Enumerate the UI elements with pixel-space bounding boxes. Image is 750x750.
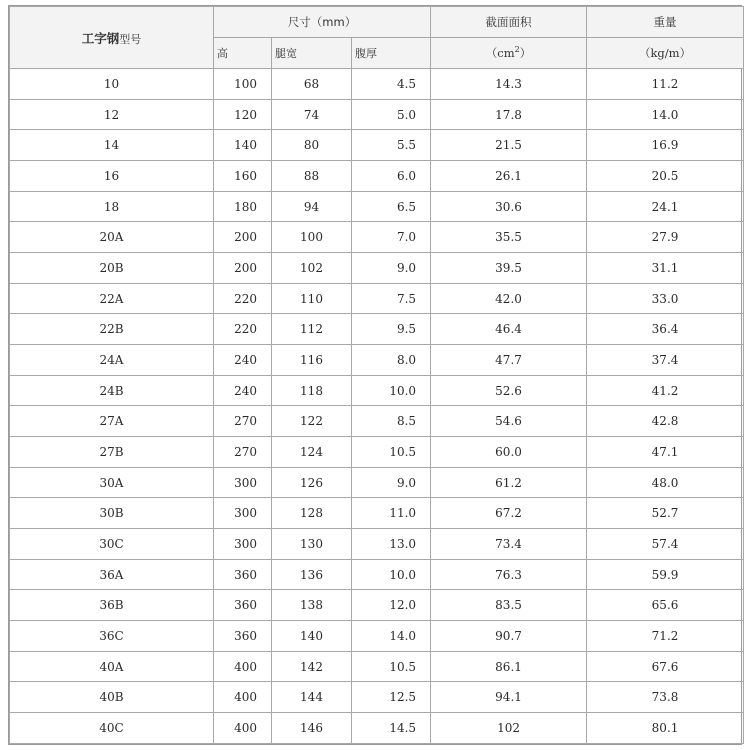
model-cell: 20B	[10, 253, 214, 284]
flange-width-cell: 112	[272, 314, 352, 345]
height-cell: 300	[214, 467, 272, 498]
model-cell: 16	[10, 161, 214, 192]
height-cell: 240	[214, 375, 272, 406]
flange-width-cell: 80	[272, 130, 352, 161]
web-thickness-cell: 5.5	[352, 130, 431, 161]
weight-cell: 67.6	[587, 651, 744, 682]
weight-cell: 16.9	[587, 130, 744, 161]
flange-width-cell: 94	[272, 191, 352, 222]
model-cell: 20A	[10, 222, 214, 253]
area-unit-suffix: ）	[519, 46, 532, 60]
model-cell: 30B	[10, 498, 214, 529]
weight-cell: 20.5	[587, 161, 744, 192]
flange-width-cell: 118	[272, 375, 352, 406]
web-thickness-column-header: 腹厚	[352, 38, 431, 69]
flange-width-cell: 126	[272, 467, 352, 498]
height-cell: 360	[214, 621, 272, 652]
flange-width-cell: 130	[272, 529, 352, 560]
model-column-header	[10, 7, 214, 69]
size-group-header: 尺寸（mm）	[214, 7, 431, 38]
table-row	[10, 529, 744, 560]
web-thickness-cell: 10.5	[352, 437, 431, 468]
web-thickness-cell: 4.5	[352, 69, 431, 100]
weight-cell: 41.2	[587, 375, 744, 406]
height-cell: 270	[214, 406, 272, 437]
table-row	[10, 437, 744, 468]
header-row-1	[10, 7, 744, 38]
web-thickness-cell: 12.0	[352, 590, 431, 621]
area-cell: 52.6	[431, 375, 587, 406]
web-thickness-cell: 8.0	[352, 345, 431, 376]
flange-width-column-header: 腿宽	[272, 38, 352, 69]
web-thickness-cell: 13.0	[352, 529, 431, 560]
weight-cell: 71.2	[587, 621, 744, 652]
model-cell: 24A	[10, 345, 214, 376]
flange-width-cell: 138	[272, 590, 352, 621]
web-thickness-cell: 8.5	[352, 406, 431, 437]
model-cell: 18	[10, 191, 214, 222]
area-cell: 14.3	[431, 69, 587, 100]
model-cell: 12	[10, 99, 214, 130]
height-cell: 140	[214, 130, 272, 161]
table-row	[10, 253, 744, 284]
flange-width-cell: 140	[272, 621, 352, 652]
web-thickness-cell: 7.5	[352, 283, 431, 314]
weight-cell: 65.6	[587, 590, 744, 621]
table-row	[10, 621, 744, 652]
flange-width-cell: 146	[272, 713, 352, 744]
table-row	[10, 161, 744, 192]
web-thickness-cell: 11.0	[352, 498, 431, 529]
table-row	[10, 713, 744, 744]
area-unit-prefix: （cm	[485, 46, 515, 60]
i-beam-spec-table	[9, 6, 744, 744]
web-thickness-cell: 9.0	[352, 253, 431, 284]
table-row	[10, 283, 744, 314]
web-thickness-cell: 10.0	[352, 559, 431, 590]
weight-cell: 80.1	[587, 713, 744, 744]
height-cell: 300	[214, 498, 272, 529]
height-cell: 220	[214, 283, 272, 314]
flange-width-cell: 88	[272, 161, 352, 192]
weight-unit: （kg/m）	[587, 38, 744, 69]
height-cell: 360	[214, 559, 272, 590]
height-cell: 120	[214, 99, 272, 130]
web-thickness-cell: 12.5	[352, 682, 431, 713]
weight-cell: 73.8	[587, 682, 744, 713]
table-row	[10, 651, 744, 682]
area-cell: 61.2	[431, 467, 587, 498]
table-body	[10, 69, 744, 744]
model-cell: 40C	[10, 713, 214, 744]
area-unit	[431, 38, 587, 69]
table-row	[10, 682, 744, 713]
flange-width-cell: 142	[272, 651, 352, 682]
table-row	[10, 314, 744, 345]
area-cell: 102	[431, 713, 587, 744]
weight-cell: 11.2	[587, 69, 744, 100]
weight-cell: 31.1	[587, 253, 744, 284]
area-cell: 76.3	[431, 559, 587, 590]
weight-cell: 24.1	[587, 191, 744, 222]
height-cell: 220	[214, 314, 272, 345]
table-row	[10, 69, 744, 100]
web-thickness-cell: 6.5	[352, 191, 431, 222]
web-thickness-cell: 14.5	[352, 713, 431, 744]
model-cell: 14	[10, 130, 214, 161]
model-cell: 40B	[10, 682, 214, 713]
table-row	[10, 590, 744, 621]
height-cell: 200	[214, 253, 272, 284]
table-row	[10, 375, 744, 406]
model-cell: 24B	[10, 375, 214, 406]
model-cell: 27A	[10, 406, 214, 437]
table-row	[10, 559, 744, 590]
table-row	[10, 345, 744, 376]
height-cell: 400	[214, 682, 272, 713]
web-thickness-cell: 10.5	[352, 651, 431, 682]
weight-cell: 14.0	[587, 99, 744, 130]
area-column-header: 截面面积	[431, 7, 587, 38]
model-cell: 36C	[10, 621, 214, 652]
steel-spec-table-container	[8, 5, 742, 745]
flange-width-cell: 128	[272, 498, 352, 529]
area-cell: 21.5	[431, 130, 587, 161]
height-cell: 160	[214, 161, 272, 192]
model-cell: 22B	[10, 314, 214, 345]
flange-width-cell: 124	[272, 437, 352, 468]
weight-cell: 57.4	[587, 529, 744, 560]
flange-width-cell: 110	[272, 283, 352, 314]
area-cell: 94.1	[431, 682, 587, 713]
flange-width-cell: 144	[272, 682, 352, 713]
model-cell: 36A	[10, 559, 214, 590]
web-thickness-cell: 5.0	[352, 99, 431, 130]
model-cell: 22A	[10, 283, 214, 314]
model-cell: 30C	[10, 529, 214, 560]
weight-cell: 48.0	[587, 467, 744, 498]
area-cell: 90.7	[431, 621, 587, 652]
table-row	[10, 498, 744, 529]
weight-column-header: 重量	[587, 7, 744, 38]
table-row	[10, 191, 744, 222]
area-cell: 83.5	[431, 590, 587, 621]
area-cell: 73.4	[431, 529, 587, 560]
table-row	[10, 222, 744, 253]
area-cell: 42.0	[431, 283, 587, 314]
web-thickness-cell: 9.0	[352, 467, 431, 498]
height-cell: 240	[214, 345, 272, 376]
height-cell: 180	[214, 191, 272, 222]
height-cell: 200	[214, 222, 272, 253]
weight-cell: 42.8	[587, 406, 744, 437]
weight-cell: 36.4	[587, 314, 744, 345]
model-cell: 27B	[10, 437, 214, 468]
area-cell: 46.4	[431, 314, 587, 345]
height-cell: 400	[214, 713, 272, 744]
height-cell: 270	[214, 437, 272, 468]
area-cell: 60.0	[431, 437, 587, 468]
web-thickness-cell: 14.0	[352, 621, 431, 652]
height-cell: 300	[214, 529, 272, 560]
weight-cell: 59.9	[587, 559, 744, 590]
model-label-main: 工字钢	[81, 30, 120, 46]
web-thickness-cell: 10.0	[352, 375, 431, 406]
weight-cell: 27.9	[587, 222, 744, 253]
weight-cell: 52.7	[587, 498, 744, 529]
flange-width-cell: 136	[272, 559, 352, 590]
height-column-header: 高	[214, 38, 272, 69]
flange-width-cell: 100	[272, 222, 352, 253]
area-cell: 35.5	[431, 222, 587, 253]
area-cell: 30.6	[431, 191, 587, 222]
weight-cell: 37.4	[587, 345, 744, 376]
table-row	[10, 130, 744, 161]
weight-cell: 33.0	[587, 283, 744, 314]
area-cell: 54.6	[431, 406, 587, 437]
model-cell: 40A	[10, 651, 214, 682]
area-cell: 17.8	[431, 99, 587, 130]
height-cell: 100	[214, 69, 272, 100]
height-cell: 400	[214, 651, 272, 682]
model-cell: 10	[10, 69, 214, 100]
area-unit-superscript: 2	[514, 45, 520, 55]
model-label-suffix: 型号	[119, 32, 142, 46]
model-cell: 36B	[10, 590, 214, 621]
area-cell: 26.1	[431, 161, 587, 192]
area-cell: 47.7	[431, 345, 587, 376]
area-cell: 86.1	[431, 651, 587, 682]
weight-cell: 47.1	[587, 437, 744, 468]
flange-width-cell: 116	[272, 345, 352, 376]
flange-width-cell: 74	[272, 99, 352, 130]
web-thickness-cell: 7.0	[352, 222, 431, 253]
table-row	[10, 467, 744, 498]
flange-width-cell: 102	[272, 253, 352, 284]
table-row	[10, 406, 744, 437]
model-cell: 30A	[10, 467, 214, 498]
area-cell: 39.5	[431, 253, 587, 284]
web-thickness-cell: 9.5	[352, 314, 431, 345]
table-row	[10, 99, 744, 130]
flange-width-cell: 68	[272, 69, 352, 100]
flange-width-cell: 122	[272, 406, 352, 437]
height-cell: 360	[214, 590, 272, 621]
area-cell: 67.2	[431, 498, 587, 529]
web-thickness-cell: 6.0	[352, 161, 431, 192]
